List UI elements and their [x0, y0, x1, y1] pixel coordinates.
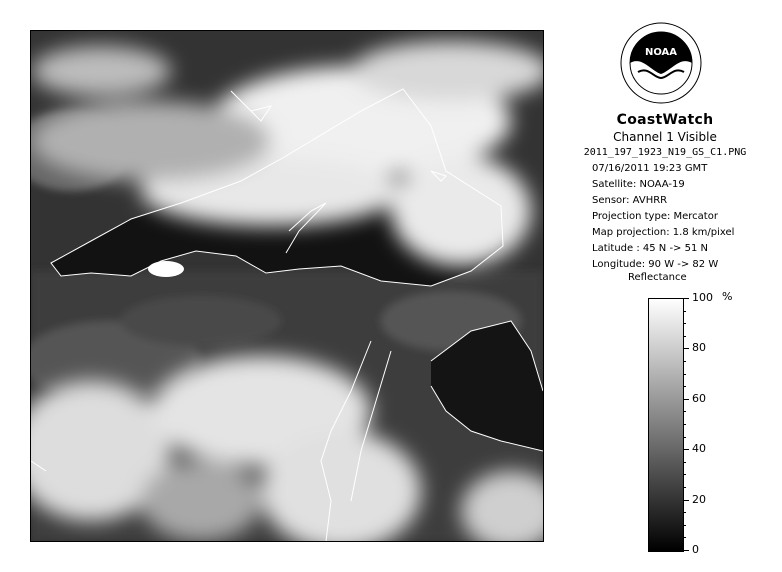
colorbar-tick [683, 537, 686, 538]
colorbar-tick [683, 374, 686, 375]
colorbar-tick [683, 298, 689, 299]
noaa-logo [620, 22, 702, 104]
satellite-image [30, 30, 544, 542]
colorbar-tick-label: 0 [692, 543, 699, 556]
colorbar-tick-label: 60 [692, 392, 706, 405]
satellite-map [31, 31, 543, 541]
colorbar-tick-label: 100 [692, 291, 713, 304]
colorbar-tick-label: 80 [692, 341, 706, 354]
reflectance-colorbar [648, 298, 684, 552]
colorbar-tick-label: 40 [692, 442, 706, 455]
colorbar-tick [683, 500, 689, 501]
longitude-label: Longitude: 90 W -> 82 W [592, 259, 719, 270]
colorbar-tick [683, 311, 686, 312]
colorbar-tick-label: 20 [692, 493, 706, 506]
colorbar-tick [683, 462, 686, 463]
colorbar-tick [683, 399, 689, 400]
colorbar-tick [683, 323, 686, 324]
colorbar-tick [683, 437, 686, 438]
colorbar-tick [683, 474, 686, 475]
colorbar-tick [683, 411, 686, 412]
logo-noaa-text: NOAA [644, 47, 678, 58]
colorbar-title: Reflectance [628, 272, 687, 283]
datetime-label: 07/16/2011 19:23 GMT [592, 163, 708, 174]
image-filename: 2011_197_1923_N19_GS_C1.PNG [583, 147, 747, 158]
latitude-label: Latitude : 45 N -> 51 N [592, 243, 708, 254]
colorbar-tick [683, 361, 686, 362]
map-projection-label: Map projection: 1.8 km/pixel [592, 227, 735, 238]
colorbar-tick [683, 525, 686, 526]
projection-type-label: Projection type: Mercator [592, 211, 718, 222]
colorbar-tick [683, 512, 686, 513]
colorbar-unit: % [722, 290, 733, 303]
colorbar-tick [683, 449, 689, 450]
channel-label: Channel 1 Visible [613, 130, 717, 144]
colorbar-tick [683, 550, 689, 551]
sensor-label: Sensor: AVHRR [592, 195, 668, 206]
brand-title: CoastWatch [616, 112, 714, 128]
colorbar-tick [683, 348, 689, 349]
colorbar-tick [683, 336, 686, 337]
colorbar-tick [683, 424, 686, 425]
satellite-label: Satellite: NOAA-19 [592, 179, 685, 190]
colorbar-tick [683, 386, 686, 387]
bright-cloud-patch [148, 261, 184, 277]
colorbar-tick [683, 487, 686, 488]
